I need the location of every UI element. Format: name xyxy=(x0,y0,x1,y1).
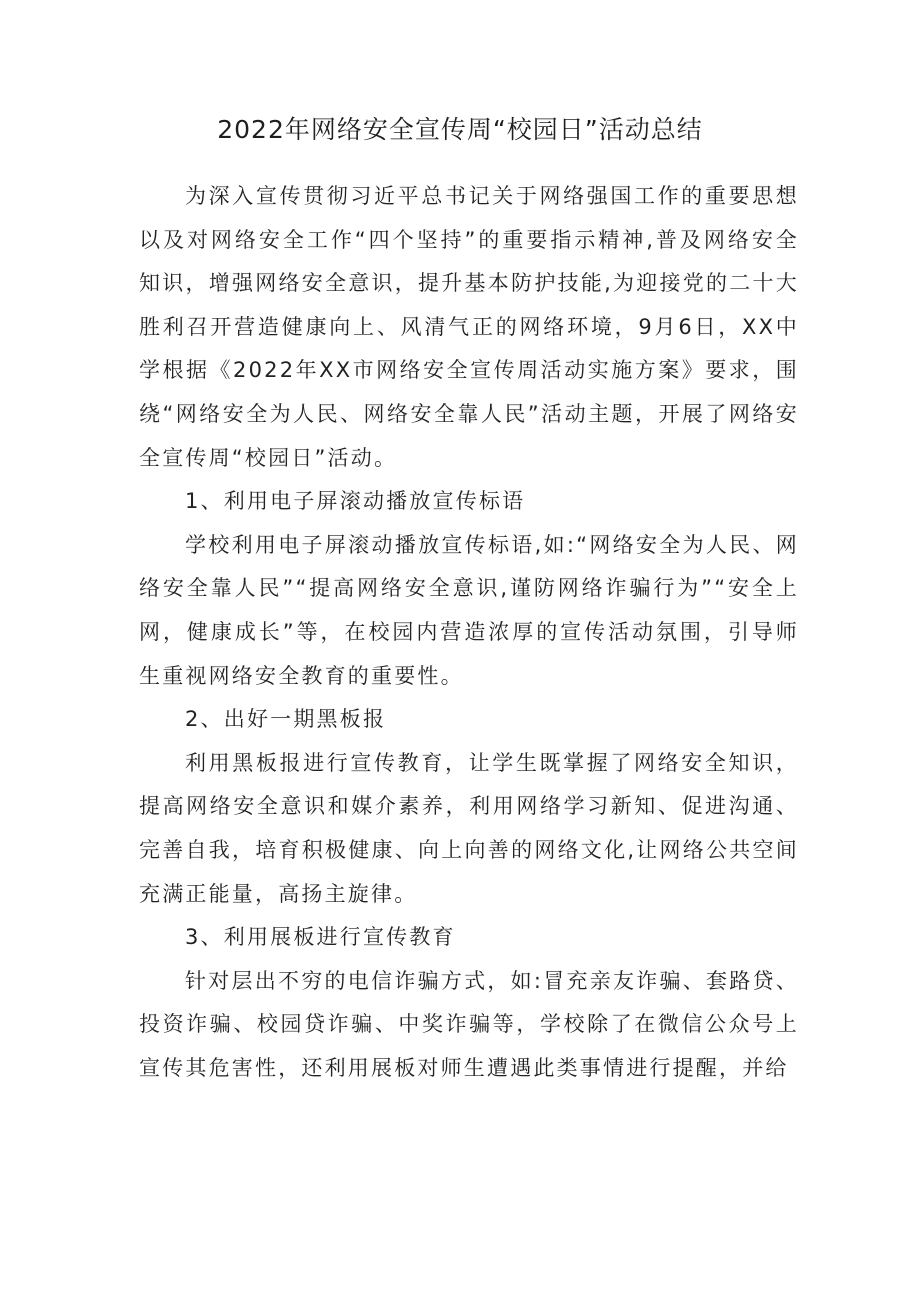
section-heading-1: 1、利用电子屏滚动播放宣传标语 xyxy=(185,489,526,514)
section-paragraph-3: 针对层出不穷的电信诈骗方式，如:冒充亲友诈骗、套路贷、投资诈骗、校园贷诈骗、中奖诈骗等，学校除了在微信公众号上宣传其危害性，还利用展板对师生遭遇此类事情进行提醒，并给 xyxy=(139,968,799,1080)
section-paragraph-2: 利用黑板报进行宣传教育，让学生既掌握了网络安全知识，提高网络安全意识和媒介素养，利用网络学习新知、促进沟通、完善自我，培育积极健康、向上向善的网络文化,让网络公共空间充满正能量，高扬主旋律。 xyxy=(139,750,799,906)
document-body xyxy=(139,175,799,1090)
intro-paragraph: 为深入宣传贯彻习近平总书记关于网络强国工作的重要思想以及对网络安全工作“四个坚持”的重要指示精神,普及网络安全知识，增强网络安全意识，提升基本防护技能,为迎接党的二十大胜利召开营造健康向上、风清气正的网络环境，9月6日，XX中学根据《2022年XX市网络安全宣传周活动实施方案》要求，围绕“网络安全为人民、网络安全靠人民”活动主题，开展了网络安全宣传周“校园日”活动。 xyxy=(139,184,799,470)
section-heading-3: 3、利用展板进行宣传教育 xyxy=(185,925,456,950)
document-title: 2022年网络安全宣传周“校园日”活动总结 xyxy=(217,115,703,144)
section-heading-2: 2、出好一期黑板报 xyxy=(185,707,387,732)
section-paragraph-1: 学校利用电子屏滚动播放宣传标语,如:“网络安全为人民、网络安全靠人民”“提高网络安全意识,谨防网络诈骗行为”“安全上网，健康成长”等，在校园内营造浓厚的宣传活动氛围，引导师生重视网络安全教育的重要性。 xyxy=(139,532,799,688)
